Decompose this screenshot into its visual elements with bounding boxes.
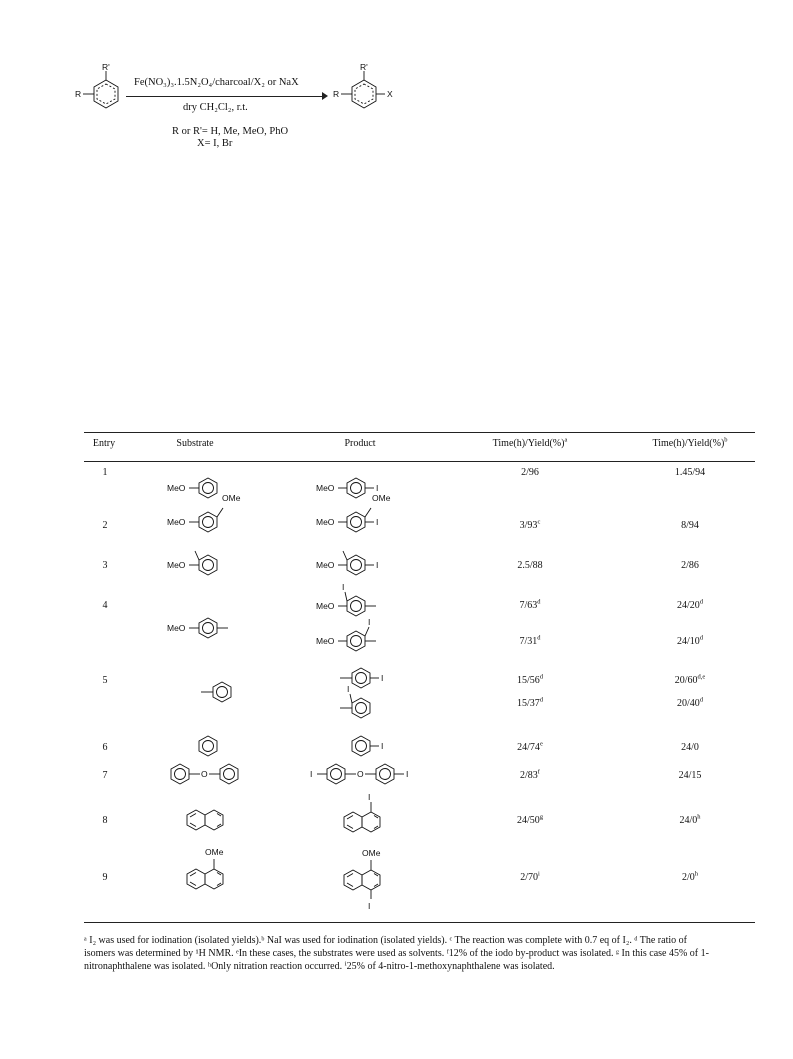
yield-b: 24/15 — [678, 770, 702, 781]
entry-number: 7 — [102, 770, 108, 781]
substrate-naphthalene — [187, 810, 223, 830]
scope-line-1: R or R'= H, Me, MeO, PhO — [172, 126, 289, 137]
entry-number: 1 — [102, 467, 108, 478]
product-iodoanisole — [316, 478, 378, 498]
table-footnotes — [84, 934, 764, 973]
entry-number: 4 — [102, 600, 108, 611]
svg-text:MeO: MeO — [167, 560, 186, 570]
yield-a: 15/37$^d$ — [516, 696, 544, 709]
footnote-line-2: isomers was determined by ¹H NMR. ᵉIn these cases, the substrates were used as solvents. ᶠ12% of the iodo by-product was isolated. ᵍ In this case 45% of 1- — [84, 948, 709, 959]
product-iodobenzene — [352, 736, 383, 756]
svg-text:I: I — [381, 741, 384, 751]
svg-text:MeO: MeO — [316, 483, 335, 493]
yield-b: 1.45/94 — [674, 467, 706, 478]
yield-b: 8/94 — [681, 520, 699, 531]
svg-text:I: I — [310, 769, 313, 779]
svg-text:I: I — [347, 684, 350, 694]
substrate-methylanisole — [167, 551, 217, 575]
svg-text:MeO: MeO — [316, 636, 335, 646]
product-2-iodotoluene — [340, 684, 370, 718]
substrate-benzene — [199, 736, 217, 756]
svg-text:MeO: MeO — [167, 623, 186, 633]
reactant-label-r: R — [75, 89, 82, 99]
product-iodo-4-methylanisole-a — [316, 582, 376, 616]
header-substrate: Substrate — [176, 438, 214, 449]
yield-b: 24/0$^h$ — [679, 813, 701, 826]
substrate-4-methylanisole — [167, 618, 228, 638]
svg-text:OMe: OMe — [205, 847, 224, 857]
product-iodo-dimethoxybenzene — [316, 493, 391, 532]
svg-text:I: I — [406, 769, 409, 779]
svg-text:MeO: MeO — [316, 601, 335, 611]
product-label-r: R — [333, 89, 340, 99]
yield-a: 15/56$^d$ — [516, 673, 544, 686]
yield-a: 24/74e — [517, 740, 543, 753]
svg-text:MeO: MeO — [167, 517, 186, 527]
substrate-diphenyl-ether — [171, 764, 238, 784]
entry-number: 9 — [102, 872, 108, 883]
entry-number: 8 — [102, 815, 108, 826]
svg-text:MeO: MeO — [167, 483, 186, 493]
yield-a: 2/83$^f$ — [520, 768, 540, 781]
yield-a: 7/31$^d$ — [519, 634, 541, 647]
yield-a: 7/63$^d$ — [519, 598, 541, 611]
svg-text:O: O — [357, 769, 364, 779]
substrate-1-methoxynaphthalene — [187, 847, 224, 889]
svg-text:I: I — [376, 483, 379, 493]
svg-text:I: I — [368, 617, 371, 627]
product-iodo-methoxynaphthalene — [344, 848, 381, 911]
svg-text:I: I — [368, 901, 371, 911]
entry-number: 6 — [102, 742, 108, 753]
header-time-yield-b: Time(h)/Yield(%)$^b$ — [652, 436, 728, 449]
header-time-yield-a: Time(h)/Yield(%)$^a$ — [492, 436, 568, 449]
footnote-line-1: ᵃ I₂ was used for iodination (isolated yields).ᵇ NaI was used for iodination (isolated yields). ᶜ The reaction was complete with 0.7 eq of I₂. ᵈ The ratio of — [84, 935, 687, 946]
entry-number: 3 — [102, 560, 108, 571]
product-iodo-methylanisole — [316, 551, 378, 575]
yield-b: 24/10$^d$ — [676, 634, 704, 647]
substrate-anisole — [167, 478, 217, 498]
reagents-line-1: Fe(NO₃)₃.1.5N₂O₄/charcoal/X₂ or NaX — [134, 77, 299, 88]
entry-number: 2 — [102, 520, 108, 531]
svg-text:MeO: MeO — [316, 560, 335, 570]
footnote-line-3: nitronaphthalene was isolated. ʰOnly nitration reaction occurred. ⁱ25% of 4-nitro-1-methoxynaphthalene was isolated. — [84, 961, 555, 972]
svg-text:I: I — [368, 792, 371, 802]
header-product: Product — [344, 438, 376, 449]
substrate-dimethoxybenzene — [167, 493, 241, 532]
product-label-rp: R' — [360, 62, 368, 72]
yield-a: 24/50$^g$ — [516, 813, 544, 826]
product-diiodo-diphenyl-ether — [310, 764, 408, 784]
product-iodo-4-methylanisole-b — [316, 617, 376, 651]
yield-b: 2/0$^h$ — [681, 870, 699, 883]
yield-b: 20/40$^d$ — [676, 696, 704, 709]
yield-a: 2/70$^i$ — [520, 870, 540, 883]
yield-b: 24/0 — [681, 742, 699, 753]
product-label-x: X — [387, 89, 393, 99]
svg-text:OMe: OMe — [362, 848, 381, 858]
substrate-toluene — [201, 682, 231, 702]
entry-number: 5 — [102, 675, 108, 686]
product-1-iodonaphthalene — [344, 792, 380, 832]
svg-text:I: I — [342, 582, 345, 592]
header-entry: Entry — [92, 438, 116, 449]
svg-text:OMe: OMe — [372, 493, 391, 503]
scope-line-2: X= I, Br — [197, 138, 233, 149]
yield-a: 2.5/88 — [517, 560, 543, 571]
svg-text:I: I — [376, 560, 379, 570]
yield-b: 20/60$^{d,e}$ — [674, 673, 706, 686]
svg-text:O: O — [201, 769, 208, 779]
yield-b: 24/20$^d$ — [676, 598, 704, 611]
svg-text:MeO: MeO — [316, 517, 335, 527]
yield-a: 3/93$^c$ — [519, 518, 541, 531]
svg-text:I: I — [376, 517, 379, 527]
yield-a: 2/96 — [521, 467, 539, 478]
reactant-label-rp: R' — [102, 62, 110, 72]
reagents-line-2: dry CH₂Cl₂, r.t. — [183, 102, 248, 113]
yield-b: 2/86 — [681, 560, 699, 571]
svg-text:I: I — [381, 673, 384, 683]
svg-text:OMe: OMe — [222, 493, 241, 503]
